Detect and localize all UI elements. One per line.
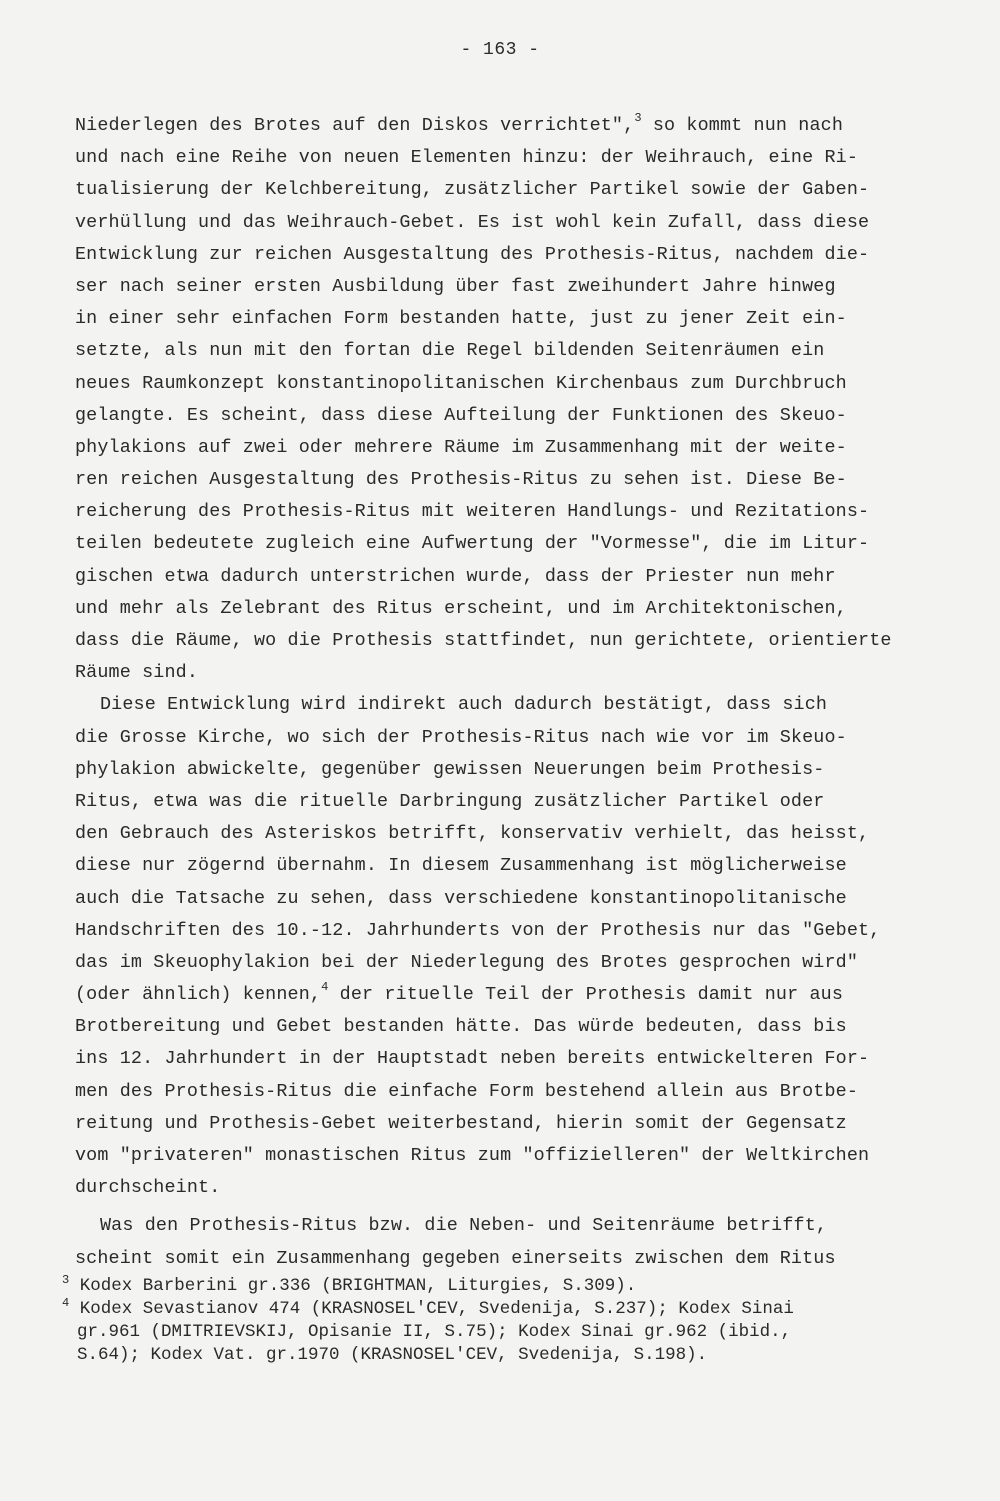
text-line: (oder ähnlich) kennen,$^4$ der rituelle Teil der Prothesis damit nur aus <box>75 980 844 1006</box>
text-line: verhüllung und das Weihrauch-Gebet. Es ist wohl kein Zufall, dass diese <box>75 211 870 233</box>
text-line: und mehr als Zelebrant des Ritus erscheint, und im Architektonischen, <box>75 597 847 619</box>
page-number: - 163 - <box>460 40 540 60</box>
text-line: durchscheint. <box>75 1177 221 1199</box>
text-line: ins 12. Jahrhundert in der Hauptstadt neben bereits entwickelteren For- <box>75 1048 870 1070</box>
footnote-4-line: gr.961 (DMITRIEVSKIJ, Opisanie II, S.75); Kodex Sinai gr.962 (ibid., <box>77 1322 792 1342</box>
footnote-ref: 4 <box>321 980 329 995</box>
text-line: Räume sind. <box>75 662 199 684</box>
text-line: teilen bedeutete zugleich eine Aufwertung der "Vormesse", die im Litur- <box>75 533 870 555</box>
text-line: Handschriften des 10.-12. Jahrhunderts von der Prothesis nur das "Gebet, <box>75 919 881 941</box>
text-line: phylakion abwickelte, gegenüber gewissen Neuerungen beim Prothesis- <box>75 758 825 780</box>
footnote-ref: 3 <box>634 111 642 125</box>
body-text <box>75 110 955 1275</box>
text-line: ren reichen Ausgestaltung des Prothesis-Ritus zu sehen ist. Diese Be- <box>75 469 847 491</box>
text-line: Ritus, etwa was die rituelle Darbringung zusätzlicher Partikel oder <box>75 790 825 812</box>
text-line: und nach eine Reihe von neuen Elementen hinzu: der Weihrauch, eine Ri- <box>75 147 859 169</box>
text-line: setzte, als nun mit den fortan die Regel bildenden Seitenräumen ein <box>75 340 825 362</box>
text-line: in einer sehr einfachen Form bestanden hatte, just zu jener Zeit ein- <box>75 308 847 330</box>
footnote-mark: 3 <box>62 1273 70 1287</box>
text-line: ser nach seiner ersten Ausbildung über fast zweihundert Jahre hinweg <box>75 275 836 297</box>
text-line: tualisierung der Kelchbereitung, zusätzlicher Partikel sowie der Gaben- <box>75 179 870 201</box>
text-line: Niederlegen des Brotes auf den Diskos verrichtet",$^3$ so kommt nun nach <box>75 111 844 136</box>
footnote-4-line: S.64); Kodex Vat. gr.1970 (KRASNOSEL'CEV, Svedenija, S.198). <box>77 1345 708 1365</box>
footnote-mark: 4 <box>62 1296 70 1310</box>
text-line: neues Raumkonzept konstantinopolitanischen Kirchenbaus zum Durchbruch <box>75 372 847 394</box>
footnote-4: $^4$ Kodex Sevastianov 474 (KRASNOSEL'CEV, Svedenija, S.237); Kodex Sinai <box>62 1296 794 1319</box>
footnotes <box>62 1275 952 1367</box>
text-line: reicherung des Prothesis-Ritus mit weiteren Handlungs- und Rezitations- <box>75 501 870 523</box>
text-line: dass die Räume, wo die Prothesis stattfindet, nun gerichtete, orientierte <box>75 630 892 651</box>
text-line: diese nur zögernd übernahm. In diesem Zusammenhang ist möglicherweise <box>75 855 847 877</box>
text-line: men des Prothesis-Ritus die einfache Form bestehend allein aus Brotbe- <box>75 1080 859 1102</box>
text-line: gelangte. Es scheint, dass diese Aufteilung der Funktionen des Skeuo- <box>75 404 847 426</box>
text-line: auch die Tatsache zu sehen, dass verschiedene konstantinopolitanische <box>75 887 847 909</box>
text-line: scheint somit ein Zusammenhang gegeben einerseits zwischen dem Ritus <box>75 1247 836 1269</box>
text-line: den Gebrauch des Asteriskos betrifft, konservativ verhielt, das heisst, <box>75 823 870 845</box>
text-line: phylakions auf zwei oder mehrere Räume im Zusammenhang mit der weite- <box>75 436 847 458</box>
text-line: reitung und Prothesis-Gebet weiterbestand, hierin somit der Gegensatz <box>75 1112 847 1134</box>
footnote-3: $^3$ Kodex Barberini gr.336 (BRIGHTMAN, Liturgies, S.309). <box>62 1273 637 1296</box>
text-line: die Grosse Kirche, wo sich der Prothesis-Ritus nach wie vor im Skeuo- <box>75 726 847 748</box>
paragraph-start-line: Was den Prothesis-Ritus bzw. die Neben- und Seitenräume betrifft, <box>100 1215 828 1237</box>
text-line: Entwicklung zur reichen Ausgestaltung des Prothesis-Ritus, nachdem die- <box>75 243 870 265</box>
text-line: gischen etwa dadurch unterstrichen wurde, dass der Priester nun mehr <box>75 565 836 587</box>
text-line: Brotbereitung und Gebet bestanden hätte. Das würde bedeuten, dass bis <box>75 1016 847 1038</box>
paragraph-start-line: Diese Entwicklung wird indirekt auch dadurch bestätigt, dass sich <box>100 694 828 716</box>
text-line: das im Skeuophylakion bei der Niederlegung des Brotes gesprochen wird" <box>75 951 859 973</box>
text-line: vom "privateren" monastischen Ritus zum "offizielleren" der Weltkirchen <box>75 1145 870 1166</box>
